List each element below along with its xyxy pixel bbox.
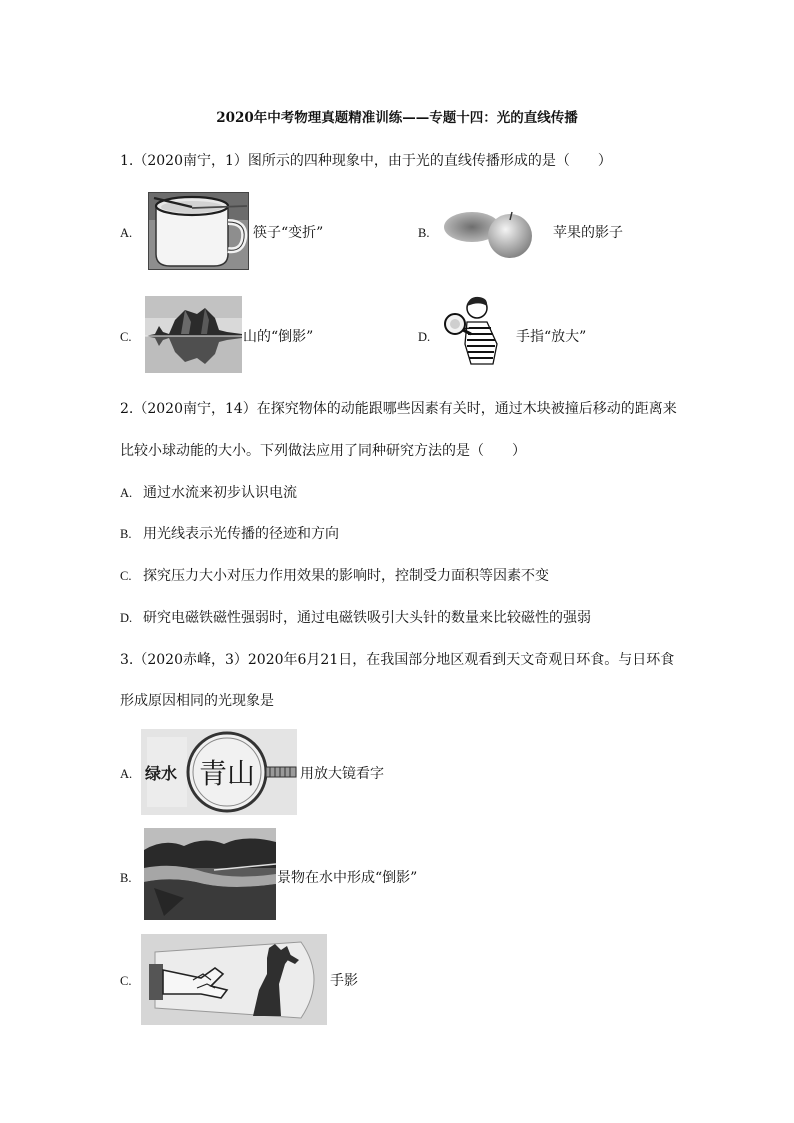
magnifier-text-image — [141, 729, 297, 815]
q3-option-c-label: 手影 — [330, 973, 358, 989]
q2-option-c-letter: C. — [120, 569, 132, 583]
mountain-reflection-image — [145, 296, 242, 373]
q2-option-a-letter: A. — [120, 486, 133, 500]
q3-option-b-label: 景物在水中形成“倒影” — [277, 870, 418, 886]
q3-option-b-letter: B. — [120, 871, 132, 885]
q2-stem-line-2: 比较小球动能的大小。下列做法应用了同种研究方法的是（ ） — [120, 443, 526, 459]
q1-stem: 1.（2020南宁，1）图所示的四种现象中，由于光的直线传播形成的是（ ） — [120, 153, 612, 169]
q2-option-d-text: 研究电磁铁磁性强弱时，通过电磁铁吸引大头针的数量来比较磁性的强弱 — [143, 610, 591, 626]
q1-option-a-label: 筷子“变折” — [253, 225, 324, 241]
image-text-qingshan: 青山 — [198, 757, 256, 790]
apple-shadow-image — [440, 205, 540, 260]
q3-option-a-label: 用放大镜看字 — [300, 766, 384, 782]
q2-option-c-text: 探究压力大小对压力作用效果的影响时，控制受力面积等因素不变 — [143, 568, 549, 584]
q2-option-b-letter: B. — [120, 527, 132, 541]
q3-option-a-letter: A. — [120, 767, 133, 781]
q3-stem-line-1: 3.（2020赤峰，3）2020年6月21日，在我国部分地区观看到天文奇观日环食。与日环食 — [120, 652, 675, 668]
q1-option-d-letter: D. — [418, 330, 431, 344]
q1-option-b-label: 苹果的影子 — [553, 225, 623, 241]
q3-option-c-letter: C. — [120, 974, 132, 988]
q2-option-d-letter: D. — [120, 611, 133, 625]
q2-option-b-text: 用光线表示光传播的径迹和方向 — [143, 526, 339, 542]
page-title: 2020年中考物理真题精准训练——专题十四：光的直线传播 — [216, 110, 578, 126]
q3-stem-line-2: 形成原因相同的光现象是 — [120, 693, 274, 709]
river-landscape-image — [144, 828, 276, 920]
q1-option-d-label: 手指“放大” — [516, 329, 587, 345]
q1-option-c-letter: C. — [120, 330, 132, 344]
q1-option-a-letter: A. — [120, 226, 133, 240]
chopstick-in-cup-image — [148, 192, 249, 270]
q2-stem-line-1: 2.（2020南宁，14）在探究物体的动能跟哪些因素有关时，通过木块被撞后移动的距离来 — [120, 401, 677, 417]
image-text-lvshui: 绿水 — [145, 764, 178, 783]
q1-option-c-label: 山的“倒影” — [243, 329, 314, 345]
boy-magnifier-image — [441, 294, 511, 366]
hand-shadow-image — [141, 934, 327, 1025]
q2-option-a-text: 通过水流来初步认识电流 — [143, 485, 297, 501]
q1-option-b-letter: B. — [418, 226, 430, 240]
